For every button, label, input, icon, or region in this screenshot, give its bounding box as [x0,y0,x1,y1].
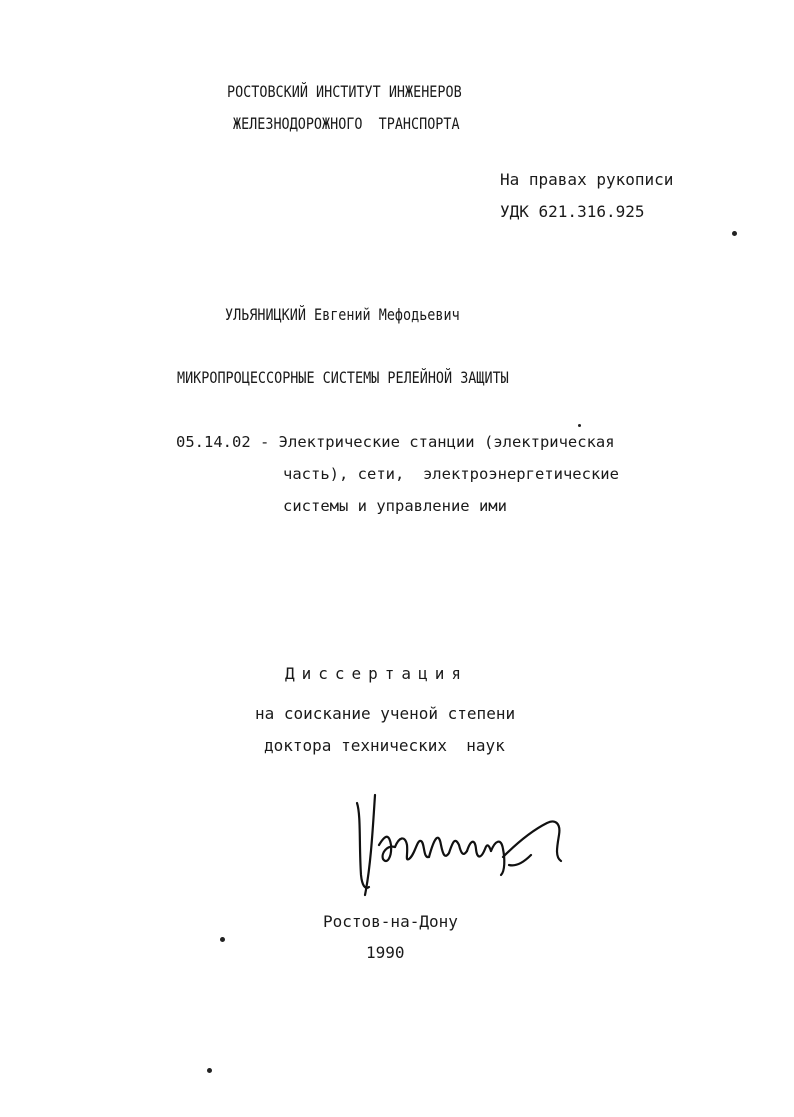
dissertation-label: Диссертация [285,664,468,683]
institute-name-line2: ЖЕЛЕЗНОДОРОЖНОГО ТРАНСПОРТА [233,114,460,133]
city: Ростов-на-Дону [323,912,458,931]
author-name: УЛЬЯНИЦКИЙ Евгений Мефодьевич [225,305,460,324]
manuscript-rights-note: На правах рукописи [500,170,674,189]
institute-name-line1: РОСТОВСКИЙ ИНСТИТУТ ИНЖЕНЕРОВ [227,82,462,101]
signature-icon [335,775,575,905]
ink-speck [207,1068,212,1073]
specialty-line3: системы и управление ими [283,497,507,515]
dissertation-title: МИКРОПРОЦЕССОРНЫЕ СИСТЕМЫ РЕЛЕЙНОЙ ЗАЩИТЫ [177,368,509,387]
ink-speck [578,424,581,427]
ink-speck [732,231,737,236]
degree-line2: доктора технических наук [264,736,505,755]
year: 1990 [366,943,405,962]
ink-speck [220,937,225,942]
specialty-line1: 05.14.02 - Электрические станции (электрическая [176,433,615,451]
specialty-line2: часть), сети, электроэнергетические [283,465,619,483]
udc-code: УДК 621.316.925 [500,202,645,221]
degree-line1: на соискание ученой степени [255,704,516,723]
